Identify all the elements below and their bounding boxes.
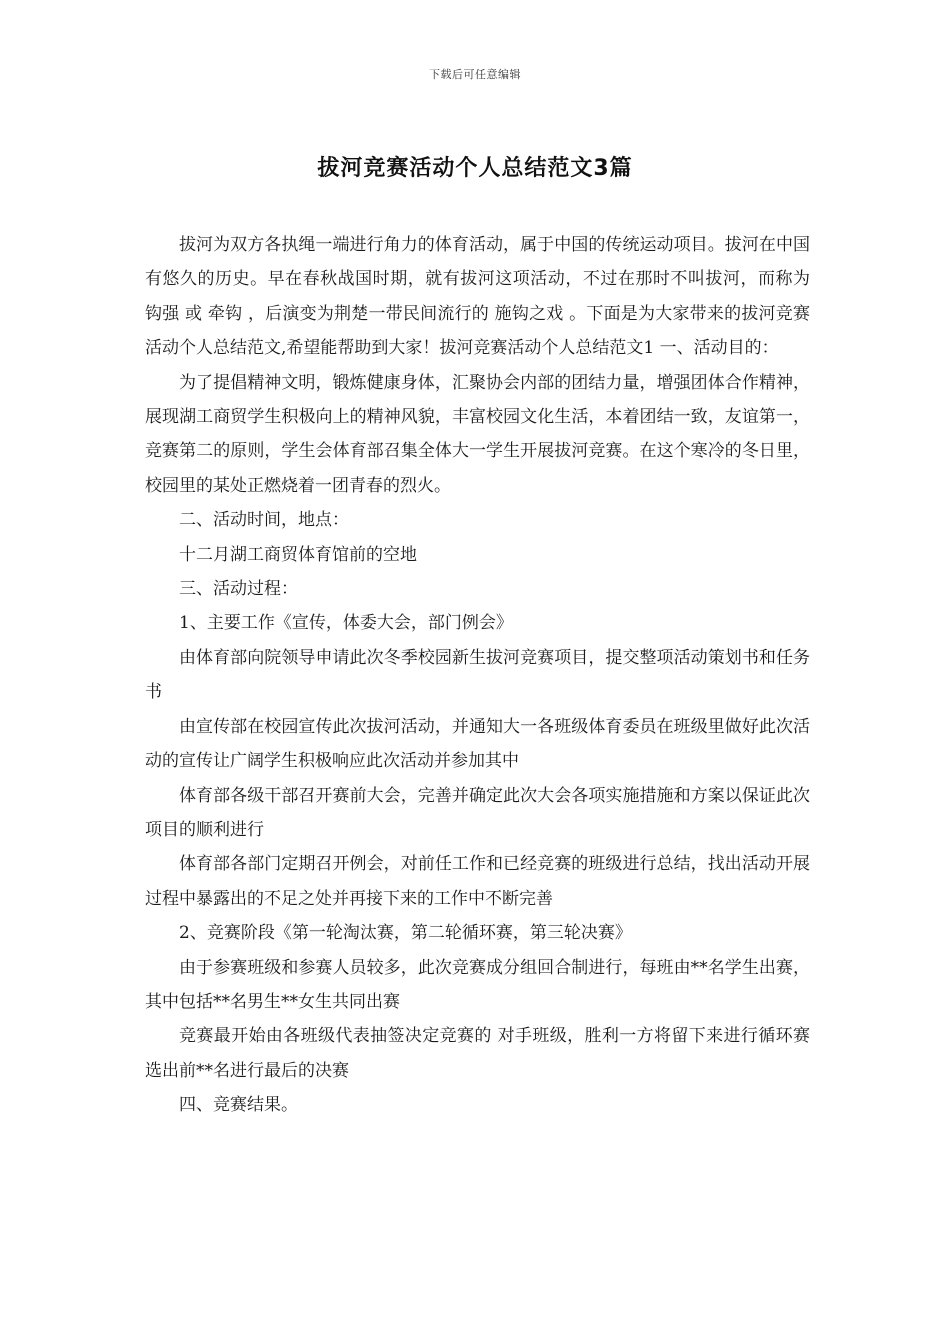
paragraph-purpose: 为了提倡精神文明，锻炼健康身体，汇聚协会内部的团结力量，增强团体合作精神，展现湖工商贸学生积极向上的精神风貌，丰富校园文化生活，本着团结一致，友谊第一，竞赛第二的原则，学生会体育部召集全体大一学生开展拔河竞赛。在这个寒冷的冬日里，校园里的某处正燃烧着一团青春的烈火。 — [145, 372, 810, 496]
paragraph-regular-meeting: 体育部各部门定期召开例会，对前任工作和已经竞赛的班级进行总结，找出活动开展过程中暴露出的不足之处并再接下来的工作中不断完善 — [145, 854, 810, 909]
paragraph-publicity: 由宣传部在校园宣传此次拔河活动，并通知大一各班级体育委员在班级里做好此次活动的宣传让广阔学生积极响应此次活动并参加其中 — [145, 716, 810, 772]
paragraph-intro: 拔河为双方各执绳一端进行角力的体育活动，属于中国的传统运动项目。拔河在中国有悠久的历史。早在春秋战国时期，就有拔河这项活动，不过在那时不叫拔河，而称为 钩强 或 牵钩 ，后演变为荆楚一带民间流行的 施钩之戏 。下面是为大家带来的拔河竞赛活动个人总结范文,希望能帮助到大家！拔河竞赛活动个人总结范文1 一、活动目的： — [145, 235, 810, 359]
subheading-competition-stages: 2、竞赛阶段《第一轮淘汰赛，第二轮循环赛，第三轮决赛》 — [179, 923, 632, 944]
paragraph-pre-meeting: 体育部各级干部召开赛前大会，完善并确定此次大会各项实施措施和方案以保证此次项目的顺利进行 — [145, 785, 810, 840]
subheading-main-work: 1、主要工作《宣传，体委大会，部门例会》 — [179, 613, 513, 634]
paragraph-grouping: 由于参赛班级和参赛人员较多，此次竞赛成分组回合制进行，每班由**名学生出赛，其中包括**名男生**女生共同出赛 — [145, 957, 810, 1012]
section-heading-results: 四、竞赛结果。 — [179, 1095, 298, 1116]
paragraph-time-place: 十二月湖工商贸体育馆前的空地 — [179, 544, 417, 565]
paragraph-application: 由体育部向院领导申请此次冬季校园新生拔河竞赛项目，提交整项活动策划书和任务书 — [145, 647, 810, 703]
page-header: 下载后可任意编辑 — [429, 68, 521, 81]
document-title: 拔河竞赛活动个人总结范文3篇 — [317, 156, 633, 181]
section-heading-process: 三、活动过程： — [179, 579, 298, 600]
section-heading-time-place: 二、活动时间，地点： — [179, 510, 349, 531]
document-body — [145, 228, 810, 1123]
paragraph-draw: 竞赛最开始由各班级代表抽签决定竞赛的 对手班级，胜利一方将留下来进行循环赛选出前**名进行最后的决赛 — [145, 1026, 810, 1081]
